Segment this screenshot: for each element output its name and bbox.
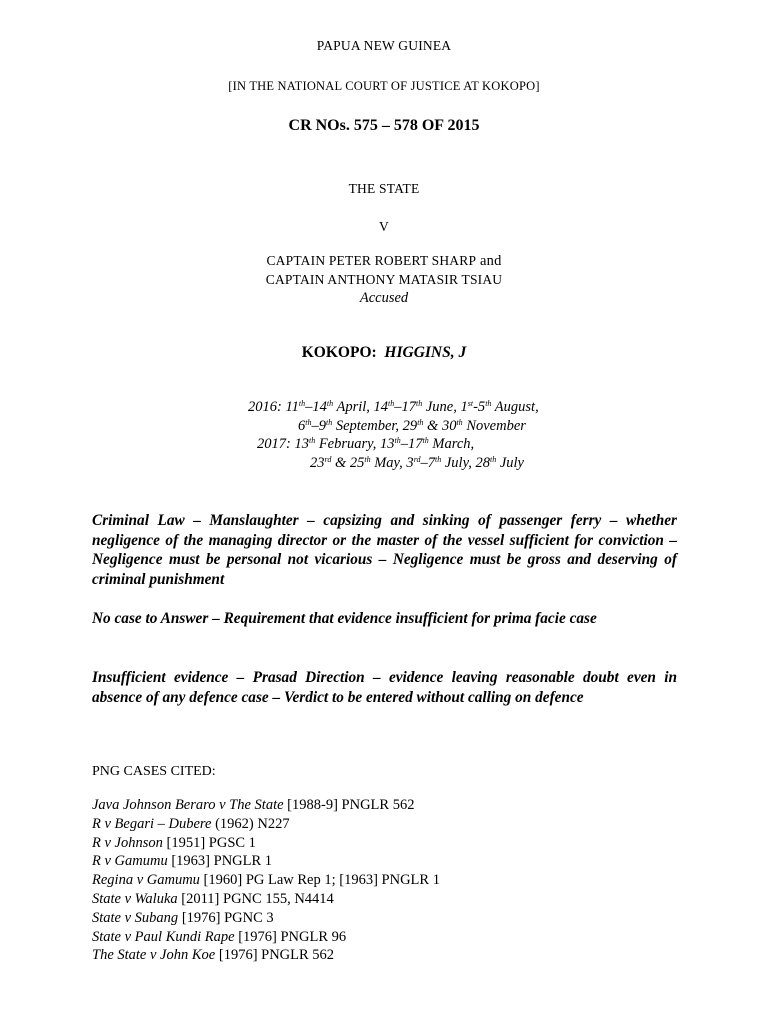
case-name: State v Paul Kundi Rape <box>92 928 235 945</box>
case-citation <box>92 852 652 871</box>
coram-judge: HIGGINS, J <box>384 344 467 361</box>
hearing-dates-line: 6th–9th September, 29th & 30th November <box>298 417 526 434</box>
case-name: R v Begari – Dubere <box>92 815 212 832</box>
hearing-dates <box>248 398 668 472</box>
case-reference: [1988-9] PNGLR 562 <box>283 797 415 813</box>
case-citation <box>92 946 652 965</box>
ordinal-suffix: th <box>417 417 424 427</box>
ordinal-suffix: th <box>364 454 371 464</box>
case-name: State v Waluka <box>92 890 178 907</box>
case-citation <box>92 834 652 853</box>
case-reference: [1976] PGNC 3 <box>178 909 274 926</box>
catchwords-paragraph: No case to Answer – Requirement that evidence insufficient for prima facie case <box>92 610 597 627</box>
catchwords-paragraph: Criminal Law – Manslaughter – capsizing and sinking of passenger ferry – whether negligence of the managing director or the master of the vessel sufficient for conviction – Negligence must be personal not vicarious – Negligence must be gross and deserving of criminal punishment <box>92 512 677 588</box>
case-reference: [1976] PNGLR 562 <box>215 947 335 964</box>
accused-conjunction: and <box>476 253 502 269</box>
hearing-dates-line: 2017: 13th February, 13th–17th March, <box>257 436 475 452</box>
ordinal-suffix: th <box>326 399 334 408</box>
accused-1-name: CAPTAIN PETER ROBERT SHARP <box>266 253 477 268</box>
ordinal-suffix: rd <box>413 454 421 464</box>
plaintiff-name: THE STATE <box>348 181 420 196</box>
case-name: R v Johnson <box>92 834 163 851</box>
accused-1-line <box>0 253 768 270</box>
case-name: State v Subang <box>92 909 179 926</box>
hearing-dates-line: 23rd & 25th May, 3rd–7th July, 28th July <box>310 454 524 471</box>
ordinal-suffix: th <box>298 399 306 408</box>
versus-label: V <box>379 219 389 234</box>
country-heading: PAPUA NEW GUINEA <box>316 38 452 53</box>
case-citation <box>92 890 652 909</box>
ordinal-suffix: th <box>456 417 463 427</box>
case-reference: [1960] PG Law Rep 1; [1963] PNGLR 1 <box>199 872 440 889</box>
ordinal-suffix: th <box>305 417 312 427</box>
case-reference: (1962) N227 <box>211 815 290 832</box>
case-name: The State v John Koe <box>92 947 216 964</box>
case-name: Java Johnson Beraro v The State <box>92 797 284 813</box>
case-name: R v Gamumu <box>92 853 168 870</box>
ordinal-suffix: th <box>485 399 492 408</box>
ordinal-suffix: th <box>325 417 333 427</box>
hearing-dates-line: 2016: 11th–14th April, 14th–17th June, 1st-5th August, <box>248 399 539 415</box>
court-heading: [IN THE NATIONAL COURT OF JUSTICE AT KOKOPO] <box>228 79 540 93</box>
ordinal-suffix: th <box>489 454 497 464</box>
ordinal-suffix: th <box>435 454 442 464</box>
coram-line <box>0 344 768 362</box>
ordinal-suffix: th <box>422 436 429 445</box>
case-citation <box>92 909 652 928</box>
case-citation <box>92 871 652 890</box>
cases-cited-heading: PNG CASES CITED: <box>92 764 216 779</box>
case-reference: [2011] PGNC 155, N4414 <box>177 890 334 907</box>
case-reference: [1951] PGSC 1 <box>162 834 256 851</box>
ordinal-suffix: rd <box>324 454 332 464</box>
accused-2-name: CAPTAIN ANTHONY MATASIR TSIAU <box>265 272 503 287</box>
accused-role: Accused <box>359 290 409 306</box>
case-number: CR NOs. 575 – 578 OF 2015 <box>288 117 480 134</box>
cases-cited-list <box>92 796 652 965</box>
case-citation <box>92 796 652 815</box>
ordinal-suffix: th <box>394 436 401 445</box>
case-citation <box>92 815 652 834</box>
case-reference: [1976] PNGLR 96 <box>234 928 347 945</box>
ordinal-suffix: th <box>388 399 395 408</box>
case-citation <box>92 928 652 947</box>
ordinal-suffix: st <box>467 399 474 408</box>
catchwords-paragraph: Insufficient evidence – Prasad Direction – evidence leaving reasonable doubt even in absence of any defence case – Verdict to be entered without calling on defence <box>92 669 677 706</box>
case-name: Regina v Gamumu <box>92 872 200 889</box>
ordinal-suffix: th <box>308 436 316 445</box>
ordinal-suffix: th <box>416 399 423 408</box>
coram-place: KOKOPO: <box>301 344 377 361</box>
case-reference: [1963] PNGLR 1 <box>167 853 273 870</box>
